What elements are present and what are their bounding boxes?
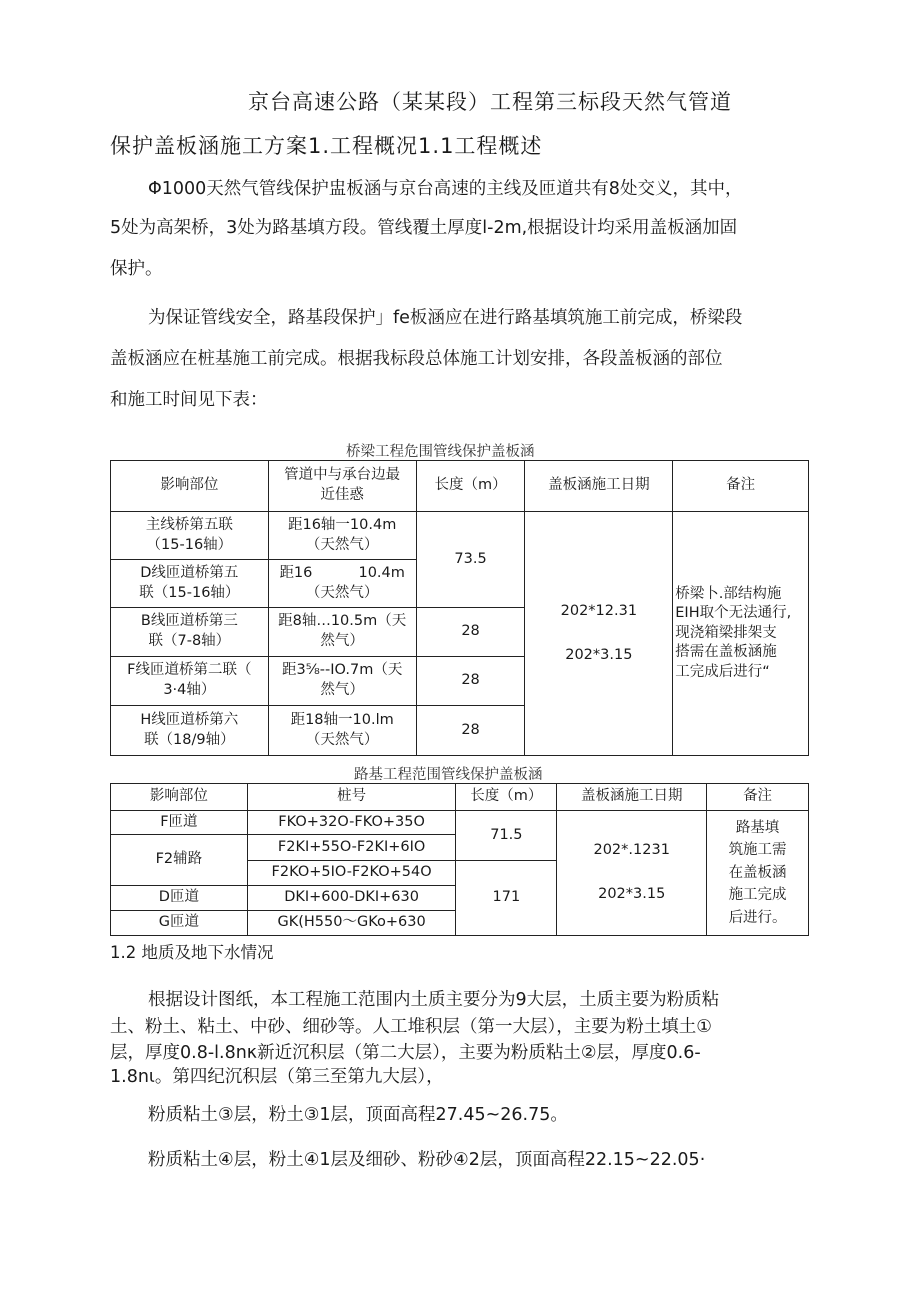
note-line5: 工完成后进行“ xyxy=(675,663,770,680)
paragraph-2-line3: 和施工时间见下表： xyxy=(110,390,268,410)
note-line3: 现浇箱梁排架支 xyxy=(675,624,777,641)
location-cell: G匝道 xyxy=(111,911,248,936)
header-stake: 桩号 xyxy=(247,784,456,811)
paragraph-3-line3: 层，厚度0.8-l.8nκ新近沉积层（第二大层），主要为粉质粘土②层，厚度0.6- xyxy=(110,1043,701,1063)
location-cell: F2辅路 xyxy=(111,835,248,886)
paragraph-2-line1: 为保证管线安全，路基段保护」fe板涵应在进行路基填筑施工前完成，桥梁段 xyxy=(148,308,743,328)
header-distance-line2: 近佳惑 xyxy=(320,487,364,503)
location-line2: （15-16轴） xyxy=(146,536,233,553)
header-note: 备注 xyxy=(707,784,809,811)
paragraph-5: 粉质粘土④层，粉土④1层及细砂、粉砂④2层，顶面高程22.15~22.05· xyxy=(148,1150,706,1170)
section-heading-1-2: 1.2 地质及地下水情况 xyxy=(110,943,274,962)
header-distance xyxy=(268,461,416,512)
table2-caption: 路基工程范围管线保护盖板涵 xyxy=(354,767,543,783)
date-line2: 202*3.15 xyxy=(565,646,633,663)
location-line1: 主线桥第五联 xyxy=(145,516,233,533)
header-date: 盖板涵施工日期 xyxy=(525,461,673,512)
stake-cell: FKO+32O-FKO+35O xyxy=(247,811,456,835)
location-line1: F线匝道桥第二联（ xyxy=(127,662,252,679)
stake-cell: DKI+600-DKI+630 xyxy=(247,886,456,911)
distance-line1: 距8轴…10.5m（天 xyxy=(278,613,407,630)
date-line2: 202*3.15 xyxy=(598,886,666,902)
header-length: 长度（m） xyxy=(456,784,557,811)
location-line2: 3·4轴） xyxy=(163,682,216,698)
stake-cell: F2KO+5IO-F2KO+54O xyxy=(247,861,456,886)
doc-title-line2: 保护盖板涵施工方案1.工程概况1.1工程概述 xyxy=(110,134,543,158)
note-line5: 后进行。 xyxy=(728,909,787,926)
table-row xyxy=(111,811,809,835)
table1-caption: 桥梁工程危围管线保护盖板涵 xyxy=(346,444,535,460)
length-cell: 71.5 xyxy=(456,811,557,861)
stake-cell: F2KI+55O-F2KI+6IO xyxy=(247,835,456,861)
bridge-protection-table xyxy=(110,460,809,756)
distance-line2: 然气） xyxy=(320,633,364,649)
location-line2: 联（15-16轴） xyxy=(139,584,240,601)
header-distance-line1: 管道中与承台边最 xyxy=(284,467,401,484)
stake-cell: GK(H550～GKo+630 xyxy=(247,911,456,936)
distance-line2: （天然气） xyxy=(305,731,379,748)
distance-line2: （天然气） xyxy=(305,584,379,601)
header-length: 长度（m） xyxy=(416,461,525,512)
header-note: 备注 xyxy=(673,461,809,512)
location-line2: 联（7-8轴） xyxy=(148,633,231,649)
distance-line1: 距16轴一10.4m xyxy=(287,516,397,533)
date-line1: 202*12.31 xyxy=(560,602,638,619)
date-cell xyxy=(557,811,707,936)
location-cell: D匝道 xyxy=(111,886,248,911)
note-cell xyxy=(673,512,809,756)
doc-title-line1: 京台高速公路（某某段）工程第三标段天然气管道 xyxy=(248,90,732,114)
paragraph-1-line2: 5处为高架桥，3处为路基填方段。管线覆土厚度l-2m,根据设计均采用盖板涵加固 xyxy=(110,218,738,238)
header-location: 影响部位 xyxy=(111,461,269,512)
note-line1: 桥梁卜.部结构施 xyxy=(675,585,782,602)
note-cell xyxy=(707,811,809,936)
length-cell: 28 xyxy=(416,706,525,756)
paragraph-3-line1: 根据设计图纸，本工程施工范围内土质主要分为9大层，土质主要为粉质粘 xyxy=(148,990,720,1010)
length-cell: 73.5 xyxy=(416,512,525,608)
location-line1: H线匝道桥第六 xyxy=(140,711,239,728)
date-line1: 202*.1231 xyxy=(593,842,670,859)
location-cell: F匝道 xyxy=(111,811,248,835)
paragraph-4: 粉质粘土③层，粉土③1层，顶面高程27.45~26.75。 xyxy=(148,1105,568,1125)
note-line4: 搭需在盖板涵施 xyxy=(675,644,777,661)
date-cell xyxy=(525,512,673,756)
note-line1: 路基填 xyxy=(735,819,780,836)
paragraph-2-line2: 盖板涵应在桩基施工前完成。根据我标段总体施工计划安排，各段盖板涵的部位 xyxy=(110,349,723,369)
note-line2: EIH取个无法通行, xyxy=(675,605,792,622)
note-line4: 施工完成 xyxy=(728,887,787,904)
distance-line1: 距3⅝--IO.7m（天 xyxy=(282,662,403,679)
paragraph-3-line2: 土、粉土、粘土、中砂、细砂等。人工堆积层（第一大层），主要为粉土填土① xyxy=(110,1017,712,1037)
length-cell: 171 xyxy=(456,861,557,936)
note-line3: 在盖板涵 xyxy=(728,864,787,881)
location-line1: D线匝道桥第五 xyxy=(140,564,239,581)
length-cell: 28 xyxy=(416,657,525,706)
paragraph-1-line3: 保护。 xyxy=(110,259,163,279)
distance-line1: 距18轴一10.lm xyxy=(290,711,394,728)
header-date: 盖板涵施工日期 xyxy=(557,784,707,811)
location-line1: B线匝道桥第三 xyxy=(140,613,238,630)
paragraph-1-line1: Φ1000天然气管线保护盅板涵与京台高速的主线及匝道共有8处交义，其中， xyxy=(148,179,743,199)
length-cell: 28 xyxy=(416,608,525,657)
roadbed-protection-table xyxy=(110,783,809,936)
table-row xyxy=(111,512,809,560)
paragraph-3-line4: 1.8nι。第四纪沉积层（第三至第九大层）， xyxy=(110,1067,444,1087)
header-location: 影响部位 xyxy=(111,784,248,811)
note-line2: 筑施工需 xyxy=(728,842,787,859)
distance-line2: （天然气） xyxy=(305,536,379,553)
location-line2: 联（18/9轴） xyxy=(144,731,235,748)
distance-line2: 然气） xyxy=(320,682,364,698)
distance-line1: 距16 10.4m xyxy=(279,564,405,581)
